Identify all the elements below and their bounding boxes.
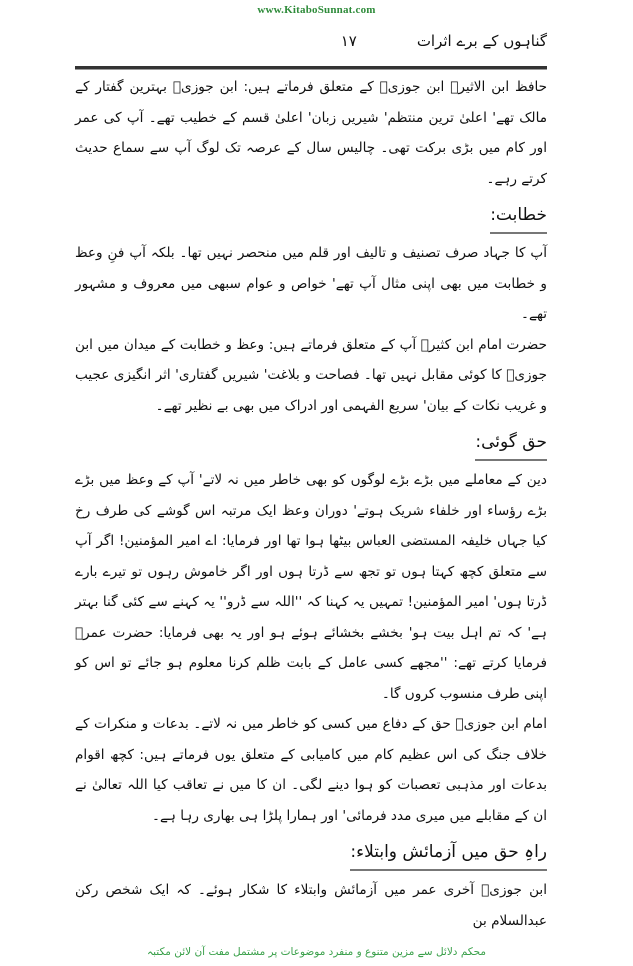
section-heading-haq-goi: حق گوئی:: [475, 427, 547, 461]
paragraph-imam-ibn-jawzi: امام ابن جوزیؒ حق کے دفاع میں کسی کو خاطر میں نہ لاتے۔ بدعات و منکرات کے خلاف جنگ کی اس عظیم کام میں کامیابی کے متعلق یوں فرماتے ہیں: کچھ اقوام بدعات اور مذہبی تعصبات کو ہوا دینے لگی۔ ان کا میں نے تعاقب کیا اللہ تعالیٰ نے ان کے مقابلے میں میری مدد فرمائی' اور ہمارا پلڑا ہی بھاری رہا ہے۔: [75, 716, 547, 824]
paragraph-ibn-athir: حافظ ابن الاثیرؒ ابن جوزیؒ کے متعلق فرماتے ہیں: ابن جوزیؒ بہترین گفتار کے مالک تھے' اعلیٰ ترین منتظم' شیریں زبان' اعلیٰ قسم کے خطیب تھے۔ آپ کی عمر اور کام میں بڑی برکت تھی۔ چالیس سال کے عرصہ تک لوگ آپ سے سماع حدیث کرتے رہے۔: [75, 79, 547, 187]
footer-area: [0, 944, 633, 960]
running-head: [75, 32, 547, 58]
watermark-url-top: www.KitaboSunnat.com: [257, 4, 376, 16]
header-rule: [75, 66, 547, 70]
page-number: ۱۷: [340, 32, 357, 50]
paragraph-jihad: آپ کا جہاد صرف تصنیف و تالیف اور قلم میں منحصر نہیں تھا۔ بلکہ آپ فنِ وعظ و خطابت میں بھی اپنی مثال آپ تھے' خواص و عوام سبھی میں معروف و مشہور تھے۔: [75, 245, 547, 322]
paragraph-deen: دین کے معاملے میں بڑے بڑے لوگوں کو بھی خاطر میں نہ لاتے' آپ کے وعظ میں بڑے بڑے رؤساء اور خلفاء شریک ہوتے' دوران وعظ ایک مرتبہ اس گوشے کی طرف رخ کیا جہاں خلیفہ المستضی العباس بیٹھا ہوا تھا اور فرمایا: اے امیر المؤمنین! اگر آپ سے متعلق کچھ کہتا ہوں تو تجھ سے ڈرتا ہوں اور اگر خاموش رہوں تو تیرے بارے ڈرتا ہوں' امیر المؤمنین! تمہیں یہ کہنا کہ ''اللہ سے ڈرو'' یہ کہنے سے کئی گنا بہتر ہے' کہ تم اہل بیت ہو' بخشے بخشائے ہوئے ہو اور یہ بھی فرمایا: حضرت عمرؓ فرمایا کرتے تھے: ''مجھے کسی عامل کے بابت ظلم کرنا معلوم ہو جائے تو اس کو اپنی طرف منسوب کروں گا۔: [75, 472, 547, 702]
running-head-title: گناہوں کے برے اثرات: [416, 32, 547, 50]
section-heading-khitabat: خطابت:: [490, 200, 547, 234]
paragraph-last-age: ابن جوزیؒ آخری عمر میں آزمائش وابتلاء کا شکار ہوئے۔ کہ ایک شخص رکن عبدالسلام بن: [75, 882, 547, 929]
paragraph-ibn-kathir: حضرت امام ابن کثیرؒ آپ کے متعلق فرماتے ہیں: وعظ و خطابت کے میدان میں ابن جوزیؒ کا کوئی مقابل نہیں تھا۔ فصاحت و بلاغت' شیریں گفتاری' اثر انگیزی عجیب و غریب نکات کے بیان' سریع الفہمی اور ادراک میں بھی بے نظیر تھے۔: [75, 336, 547, 414]
page-body: [75, 72, 547, 936]
section-heading-trial: راہِ حق میں آزمائش وابتلاء:: [350, 837, 547, 871]
watermark-tagline-bottom: محکم دلائل سے مزین متنوع و منفرد موضوعات پر مشتمل مفت آن لائن مکتبہ: [146, 946, 487, 958]
